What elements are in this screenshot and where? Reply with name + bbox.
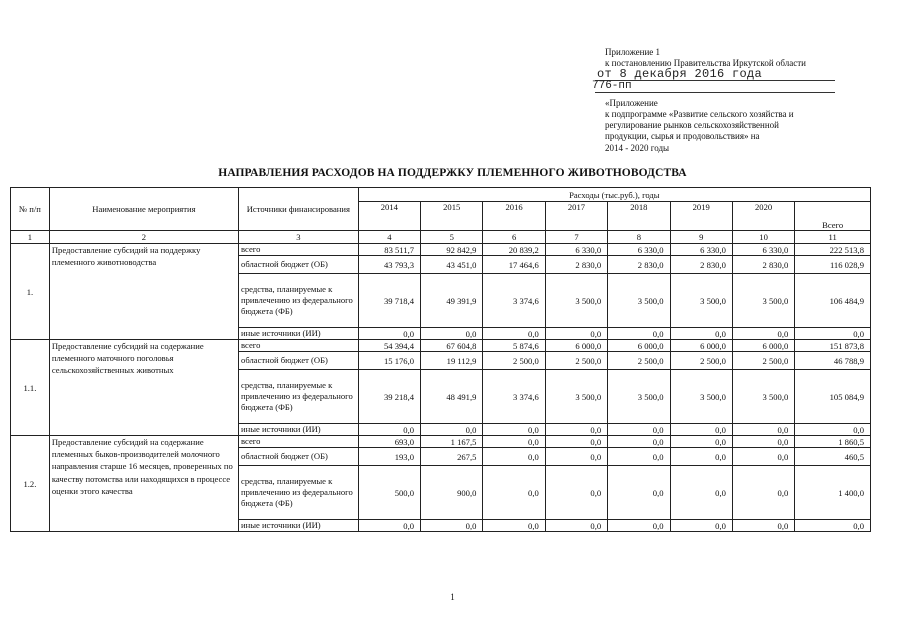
year-value: 0,0 bbox=[358, 520, 420, 532]
year-value: 0,0 bbox=[732, 436, 794, 448]
year-value: 0,0 bbox=[545, 448, 607, 466]
year-value: 0,0 bbox=[608, 328, 670, 340]
section-name: Предоставление субсидий на содержание племенных быков-производителей молочного направления старше 16 месяцев, проверенных по качеству потомства или находящихся в процессе оценки этого качества bbox=[49, 436, 238, 532]
header-year: 2018 bbox=[608, 202, 670, 231]
year-value: 0,0 bbox=[483, 448, 545, 466]
section-name: Предоставление субсидий на содержание племенного маточного поголовья сельскохозяйственных животных bbox=[49, 340, 238, 436]
year-value: 0,0 bbox=[483, 466, 545, 520]
year-value: 54 394,4 bbox=[358, 340, 420, 352]
year-value: 0,0 bbox=[608, 466, 670, 520]
total-value: 46 788,9 bbox=[795, 352, 871, 370]
funding-source: средства, планируемые к привлечению из федерального бюджета (ФБ) bbox=[239, 370, 359, 424]
year-value: 0,0 bbox=[421, 328, 483, 340]
year-value: 2 830,0 bbox=[545, 256, 607, 274]
year-value: 0,0 bbox=[732, 520, 794, 532]
year-value: 2 500,0 bbox=[670, 352, 732, 370]
year-value: 0,0 bbox=[732, 328, 794, 340]
funding-source: средства, планируемые к привлечению из федерального бюджета (ФБ) bbox=[239, 466, 359, 520]
table-row bbox=[11, 340, 871, 352]
table-row bbox=[11, 436, 871, 448]
year-value: 267,5 bbox=[421, 448, 483, 466]
year-value: 0,0 bbox=[483, 436, 545, 448]
header-year: 2014 bbox=[358, 202, 420, 231]
funding-source: всего bbox=[239, 436, 359, 448]
year-value: 500,0 bbox=[358, 466, 420, 520]
year-value: 17 464,6 bbox=[483, 256, 545, 274]
year-value: 6 330,0 bbox=[608, 244, 670, 256]
year-value: 3 500,0 bbox=[732, 370, 794, 424]
year-value: 0,0 bbox=[545, 466, 607, 520]
section-number: 1.2. bbox=[11, 436, 50, 532]
header-index-cell: 10 bbox=[732, 231, 794, 244]
year-value: 0,0 bbox=[608, 424, 670, 436]
header-num: № п/п bbox=[11, 188, 50, 231]
year-value: 49 391,9 bbox=[421, 274, 483, 328]
table-body bbox=[11, 244, 871, 532]
year-value: 3 500,0 bbox=[545, 370, 607, 424]
year-value: 39 718,4 bbox=[358, 274, 420, 328]
funding-source: всего bbox=[239, 244, 359, 256]
year-value: 0,0 bbox=[545, 424, 607, 436]
total-value: 106 484,9 bbox=[795, 274, 871, 328]
year-value: 15 176,0 bbox=[358, 352, 420, 370]
annex-line-6: продукции, сырья и продовольствия» на bbox=[605, 131, 760, 142]
year-value: 6 000,0 bbox=[545, 340, 607, 352]
year-value: 6 000,0 bbox=[670, 340, 732, 352]
funding-source: всего bbox=[239, 340, 359, 352]
header-index-cell: 4 bbox=[358, 231, 420, 244]
header-index-cell: 5 bbox=[421, 231, 483, 244]
year-value: 0,0 bbox=[732, 466, 794, 520]
section-number: 1.1. bbox=[11, 340, 50, 436]
year-value: 0,0 bbox=[732, 424, 794, 436]
year-value: 20 839,2 bbox=[483, 244, 545, 256]
header-year: 2016 bbox=[483, 202, 545, 231]
year-value: 0,0 bbox=[608, 520, 670, 532]
total-value: 0,0 bbox=[795, 424, 871, 436]
total-value: 0,0 bbox=[795, 328, 871, 340]
header-index-cell: 1 bbox=[11, 231, 50, 244]
total-value: 0,0 bbox=[795, 520, 871, 532]
year-value: 0,0 bbox=[670, 448, 732, 466]
header-index-cell: 9 bbox=[670, 231, 732, 244]
year-value: 6 000,0 bbox=[608, 340, 670, 352]
year-value: 0,0 bbox=[483, 424, 545, 436]
year-value: 900,0 bbox=[421, 466, 483, 520]
annex-line-4: к подпрограмме «Развитие сельского хозяйства и bbox=[605, 108, 794, 119]
year-value: 2 500,0 bbox=[483, 352, 545, 370]
header-year: 2015 bbox=[421, 202, 483, 231]
year-value: 0,0 bbox=[421, 520, 483, 532]
year-value: 6 330,0 bbox=[545, 244, 607, 256]
year-value: 3 500,0 bbox=[608, 370, 670, 424]
funding-source: иные источники (ИИ) bbox=[239, 520, 359, 532]
year-value: 0,0 bbox=[421, 424, 483, 436]
total-value: 222 513,8 bbox=[795, 244, 871, 256]
funding-source: иные источники (ИИ) bbox=[239, 424, 359, 436]
header-year: 2017 bbox=[545, 202, 607, 231]
header-index-cell: 7 bbox=[545, 231, 607, 244]
year-value: 6 330,0 bbox=[670, 244, 732, 256]
year-value: 0,0 bbox=[670, 328, 732, 340]
year-value: 0,0 bbox=[545, 520, 607, 532]
year-value: 2 500,0 bbox=[732, 352, 794, 370]
year-value: 0,0 bbox=[670, 424, 732, 436]
year-value: 0,0 bbox=[483, 520, 545, 532]
funding-source: областной бюджет (ОБ) bbox=[239, 256, 359, 274]
year-value: 83 511,7 bbox=[358, 244, 420, 256]
header-index-cell: 6 bbox=[483, 231, 545, 244]
year-value: 193,0 bbox=[358, 448, 420, 466]
annex-number: 776-пп bbox=[592, 80, 632, 92]
year-value: 39 218,4 bbox=[358, 370, 420, 424]
total-value: 460,5 bbox=[795, 448, 871, 466]
annex-line-2: к постановлению Правительства Иркутской области bbox=[605, 58, 806, 69]
header-index-cell: 2 bbox=[49, 231, 238, 244]
year-value: 1 167,5 bbox=[421, 436, 483, 448]
year-value: 5 874,6 bbox=[483, 340, 545, 352]
header-source: Источники финансирования bbox=[239, 188, 359, 231]
total-value: 105 084,9 bbox=[795, 370, 871, 424]
section-number: 1. bbox=[11, 244, 50, 340]
year-value: 0,0 bbox=[670, 436, 732, 448]
annex-reference bbox=[592, 47, 895, 154]
header-total: Всего bbox=[795, 202, 871, 231]
header-index-cell: 11 bbox=[795, 231, 871, 244]
year-value: 19 112,9 bbox=[421, 352, 483, 370]
header-year: 2020 bbox=[732, 202, 794, 231]
year-value: 3 500,0 bbox=[608, 274, 670, 328]
year-value: 3 374,6 bbox=[483, 370, 545, 424]
year-value: 2 830,0 bbox=[732, 256, 794, 274]
header-index-cell: 3 bbox=[239, 231, 359, 244]
year-value: 0,0 bbox=[358, 424, 420, 436]
year-value: 3 374,6 bbox=[483, 274, 545, 328]
total-value: 1 400,0 bbox=[795, 466, 871, 520]
annex-line-7: 2014 - 2020 годы bbox=[605, 142, 670, 153]
year-value: 3 500,0 bbox=[670, 274, 732, 328]
year-value: 0,0 bbox=[670, 520, 732, 532]
year-value: 0,0 bbox=[608, 448, 670, 466]
funding-source: областной бюджет (ОБ) bbox=[239, 448, 359, 466]
year-value: 43 793,3 bbox=[358, 256, 420, 274]
annex-date: от 8 декабря 2016 года bbox=[597, 67, 763, 81]
total-value: 1 860,5 bbox=[795, 436, 871, 448]
funding-source: иные источники (ИИ) bbox=[239, 328, 359, 340]
year-value: 0,0 bbox=[358, 328, 420, 340]
year-value: 3 500,0 bbox=[545, 274, 607, 328]
total-value: 116 028,9 bbox=[795, 256, 871, 274]
funding-source: средства, планируемые к привлечению из федерального бюджета (ФБ) bbox=[239, 274, 359, 328]
page-number: 1 bbox=[450, 592, 455, 602]
year-value: 2 830,0 bbox=[670, 256, 732, 274]
expenses-table bbox=[10, 187, 871, 532]
annex-line-3: «Приложение bbox=[605, 97, 658, 108]
year-value: 92 842,9 bbox=[421, 244, 483, 256]
year-value: 693,0 bbox=[358, 436, 420, 448]
header-name: Наименование мероприятия bbox=[49, 188, 238, 231]
year-value: 2 500,0 bbox=[608, 352, 670, 370]
year-value: 0,0 bbox=[545, 436, 607, 448]
year-value: 0,0 bbox=[732, 448, 794, 466]
year-value: 0,0 bbox=[545, 328, 607, 340]
year-value: 48 491,9 bbox=[421, 370, 483, 424]
year-value: 0,0 bbox=[608, 436, 670, 448]
header-index-row bbox=[11, 231, 871, 244]
year-value: 0,0 bbox=[670, 466, 732, 520]
header-year: 2019 bbox=[670, 202, 732, 231]
year-value: 0,0 bbox=[483, 328, 545, 340]
section-name: Предоставление субсидий на поддержку племенного животноводства bbox=[49, 244, 238, 340]
table-row bbox=[11, 244, 871, 256]
year-value: 6 330,0 bbox=[732, 244, 794, 256]
document-title: НАПРАВЛЕНИЯ РАСХОДОВ НА ПОДДЕРЖКУ ПЛЕМЕННОГО ЖИВОТНОВОДСТВА bbox=[218, 167, 687, 179]
funding-source: областной бюджет (ОБ) bbox=[239, 352, 359, 370]
year-value: 43 451,0 bbox=[421, 256, 483, 274]
annex-line-1: Приложение 1 bbox=[605, 47, 661, 57]
header-index-cell: 8 bbox=[608, 231, 670, 244]
year-value: 3 500,0 bbox=[670, 370, 732, 424]
year-value: 2 830,0 bbox=[608, 256, 670, 274]
year-value: 67 604,8 bbox=[421, 340, 483, 352]
header-expenses: Расходы (тыс.руб.), годы bbox=[358, 188, 870, 202]
annex-line-5: регулирование рынков сельскохозяйственной bbox=[605, 120, 779, 131]
year-value: 2 500,0 bbox=[545, 352, 607, 370]
total-value: 151 873,8 bbox=[795, 340, 871, 352]
year-value: 6 000,0 bbox=[732, 340, 794, 352]
year-value: 3 500,0 bbox=[732, 274, 794, 328]
